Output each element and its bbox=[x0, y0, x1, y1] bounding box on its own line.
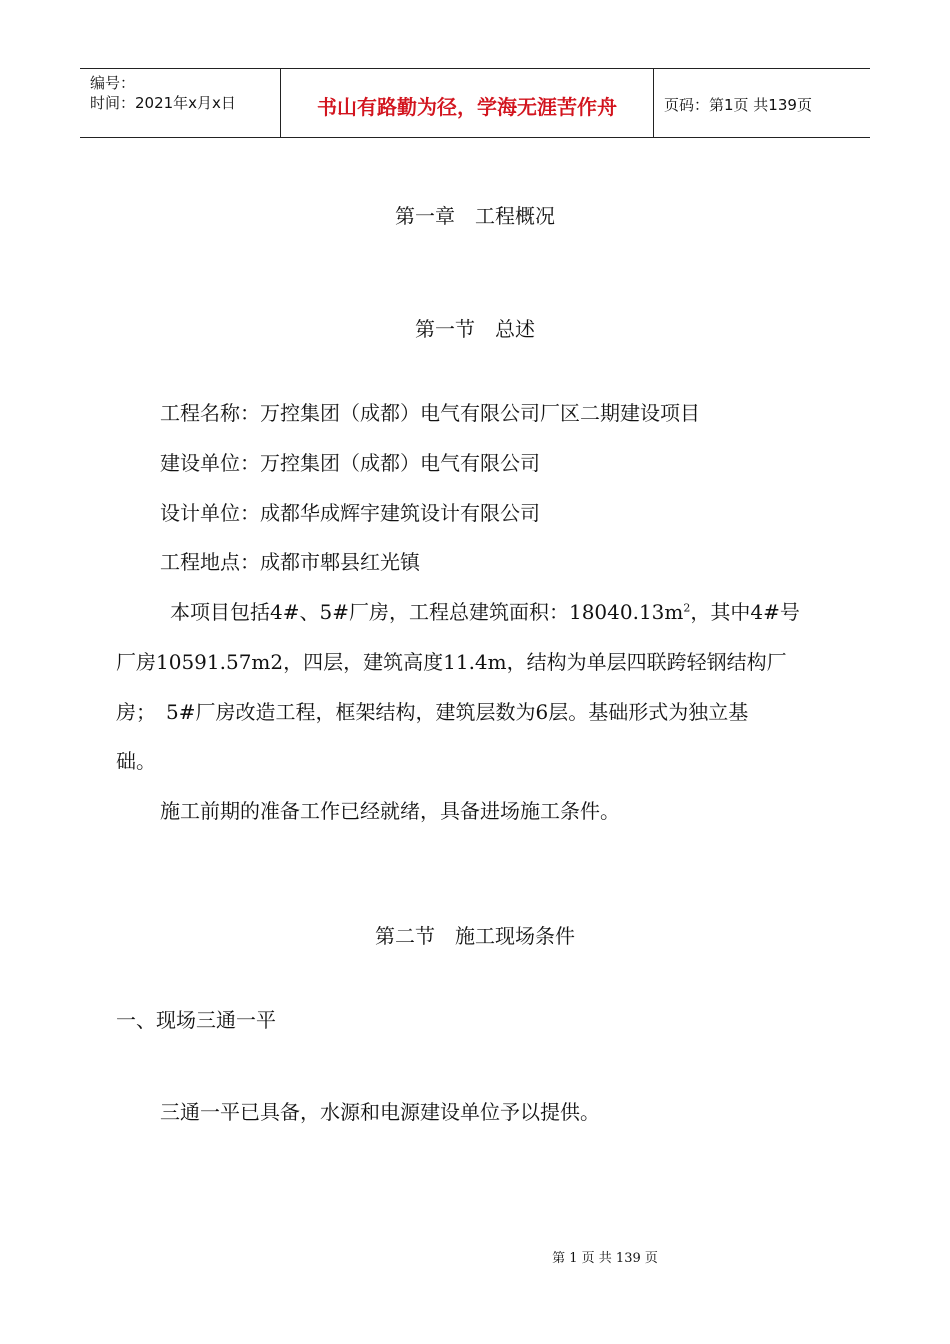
page-footer: 第 1 页 共 139 页 bbox=[552, 1251, 658, 1266]
project-name: 工程名称：万控集团（成都）电气有限公司厂区二期建设项目 bbox=[160, 401, 700, 425]
header-page-info: 页码：第1页 共139页 bbox=[664, 95, 812, 114]
description-line-2: 厂房10591.57m2，四层，建筑高度11.4m，结构为单层四联跨轻钢结构厂 bbox=[116, 650, 787, 674]
project-designer: 设计单位：成都华成辉宇建筑设计有限公司 bbox=[160, 501, 540, 525]
description-line-4: 础。 bbox=[116, 749, 156, 773]
description-line-1 bbox=[170, 600, 800, 624]
area-unit-superscript: 2 bbox=[683, 601, 691, 615]
description-line-3: 房； 5#厂房改造工程，框架结构，建筑层数为6层。基础形式为独立基 bbox=[116, 700, 749, 724]
header-date-label: 时间：2021年x月x日 bbox=[90, 94, 236, 112]
header-motto: 书山有路勤为径，学海无涯苦作舟 bbox=[281, 69, 654, 137]
subsection-text: 三通一平已具备，水源和电源建设单位予以提供。 bbox=[160, 1100, 600, 1124]
page-header bbox=[80, 68, 870, 138]
description-line-1-a: 本项目包括4#、5#厂房，工程总建筑面积：18040.13m bbox=[170, 600, 684, 624]
prep-note: 施工前期的准备工作已经就绪，具备进场施工条件。 bbox=[160, 799, 620, 823]
section-title-site-conditions: 第二节 施工现场条件 bbox=[375, 924, 575, 948]
project-location: 工程地点：成都市郫县红光镇 bbox=[160, 550, 420, 574]
header-meta bbox=[80, 69, 281, 137]
description-line-1-b: ，其中4#号 bbox=[690, 600, 800, 624]
project-owner: 建设单位：万控集团（成都）电气有限公司 bbox=[160, 451, 540, 475]
header-number-label: 编号： bbox=[90, 74, 136, 92]
section-title-overview: 第一节 总述 bbox=[415, 317, 535, 341]
subsection-title: 一、现场三通一平 bbox=[116, 1008, 276, 1032]
chapter-title: 第一章 工程概况 bbox=[395, 204, 555, 228]
